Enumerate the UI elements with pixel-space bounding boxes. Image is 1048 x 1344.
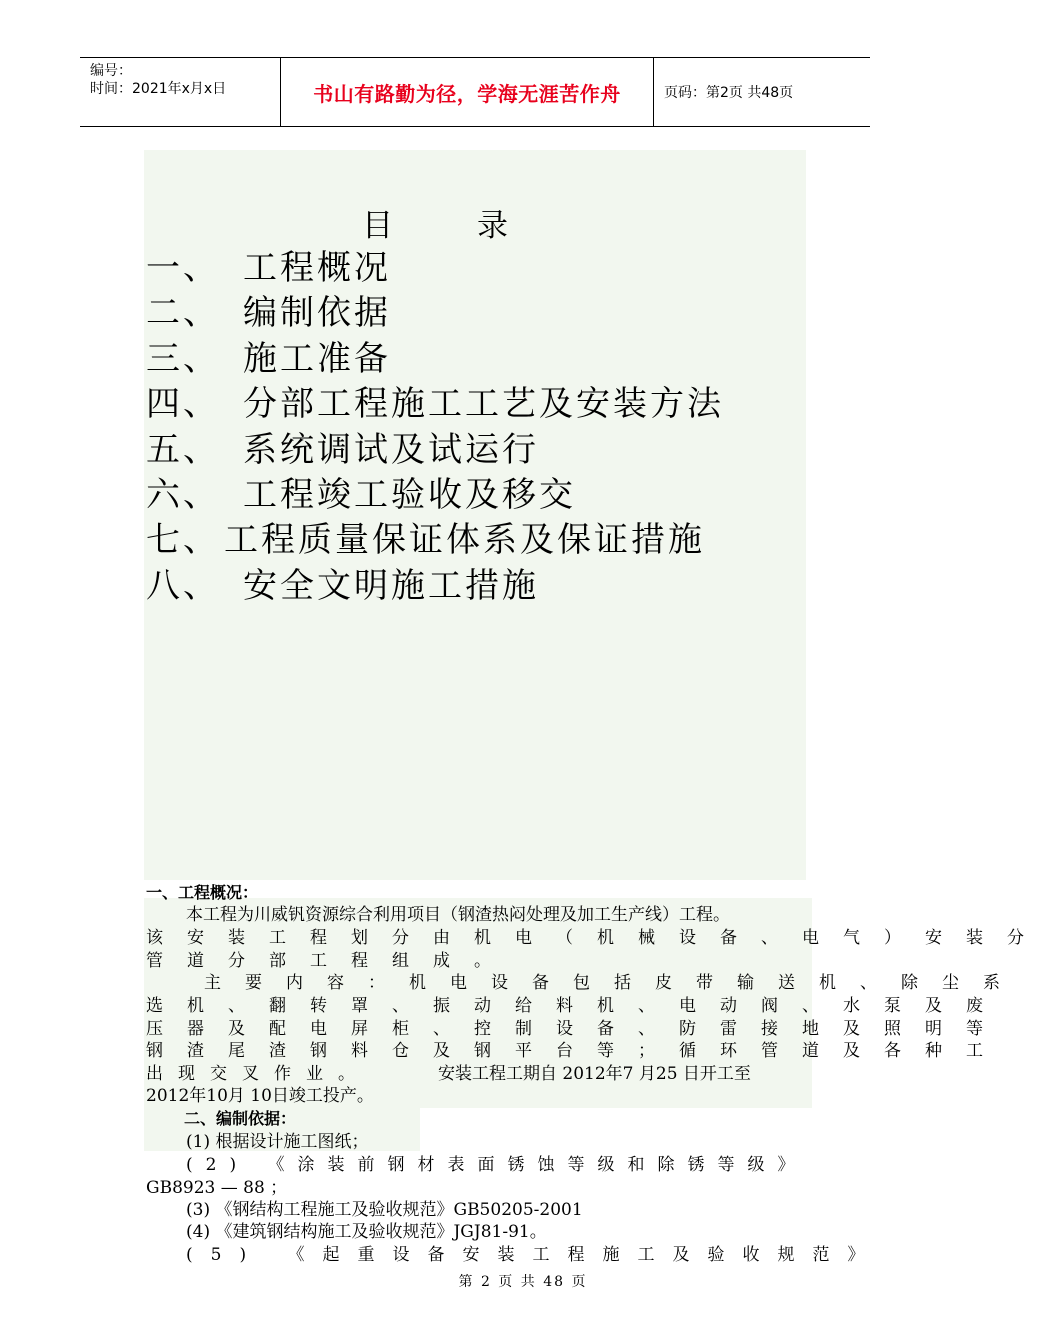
toc-item [146,382,724,427]
toc-item-number: 六、 [146,474,220,515]
reference-item: (5) 《起重设备安装工程施工及验收规范》 [186,1245,883,1265]
toc-item-number: 五、 [146,429,220,470]
reference-item: (1) 根据设计施工图纸； [186,1132,369,1152]
toc-item-number: 三、 [146,338,220,379]
section-heading-basis: 二、编制依据： [184,1109,297,1128]
toc-item [146,564,724,609]
toc-item-text: 工程竣工验收及移交 [243,474,576,515]
toc-item-text: 编制依据 [243,293,391,334]
toc-item-text: 工程质量保证体系及保证措施 [224,520,705,561]
header-meta [80,58,281,126]
paragraph-line: 2012年10月 10日竣工投产。 [146,1086,374,1106]
toc-item [146,246,724,291]
reference-item: (2) 《涂装前钢材表面锈蚀等级和除锈等级》 [186,1155,808,1175]
toc-item [146,473,724,518]
document-number-label: 编号： [90,63,132,79]
toc-item-number: 四、 [146,384,220,425]
paragraph-line: 本工程为川威钒资源综合利用项目（钢渣热闷处理及加工生产线）工程。 [186,905,730,925]
toc-item [146,291,724,336]
toc-item-number: 七、 [146,520,220,561]
toc-title: 目 录 [362,208,510,244]
toc-item-number: 一、 [146,248,220,288]
toc-item-number: 八、 [146,565,220,606]
paragraph-line: 出现交叉作业。 [146,1064,370,1084]
page-footer: 第 2 页 共 48 页 [458,1274,588,1290]
page-header [80,57,870,127]
reference-item: (4) 《建筑钢结构施工及验收规范》JGJ81-91。 [186,1222,547,1242]
section-heading-overview: 一、工程概况： [146,883,259,902]
reference-item: GB8923 — 88 ； [146,1178,288,1198]
document-time-label: 时间：2021年x月x日 [90,81,227,97]
toc-item [146,428,724,473]
header-page-number: 页码：第2页 共48页 [664,85,794,101]
paragraph-line: 该安装工程划分由机电（机械设备、电气）安装分 [146,928,1048,948]
toc-item [146,337,724,382]
header-motto: 书山有路勤为径，学海无涯苦作舟 [281,58,654,126]
paragraph-line: 管道分部工程组成。 [146,951,515,971]
toc-item-text: 分部工程施工工艺及安装方法 [243,384,724,425]
toc-item-text: 工程概况 [243,248,391,288]
toc-list [146,246,724,609]
reference-item: (3) 《钢结构工程施工及验收规范》GB50205-2001 [186,1200,583,1220]
paragraph-line: 主要内容：机电设备包括皮带输送机、除尘系 [204,973,1024,993]
toc-item-text: 安全文明施工措施 [243,565,539,606]
toc-item-text: 施工准备 [243,338,391,379]
paragraph-line: 钢渣尾渣钢料仓及钢平台等；循环管道及各种工 [146,1041,1007,1061]
toc-item-text: 系统调试及试运行 [243,429,539,470]
paragraph-line: 选机、翻转罩、振动给料机、电动阀、水泵及废 [146,996,1007,1016]
paragraph-line: 安装工程工期自 2012年7 月25 日开工至 [438,1064,751,1084]
toc-item [146,518,724,563]
toc-item-number: 二、 [146,293,220,334]
paragraph-line: 压器及配电屏柜、控制设备、防雷接地及照明等 [146,1019,1007,1039]
